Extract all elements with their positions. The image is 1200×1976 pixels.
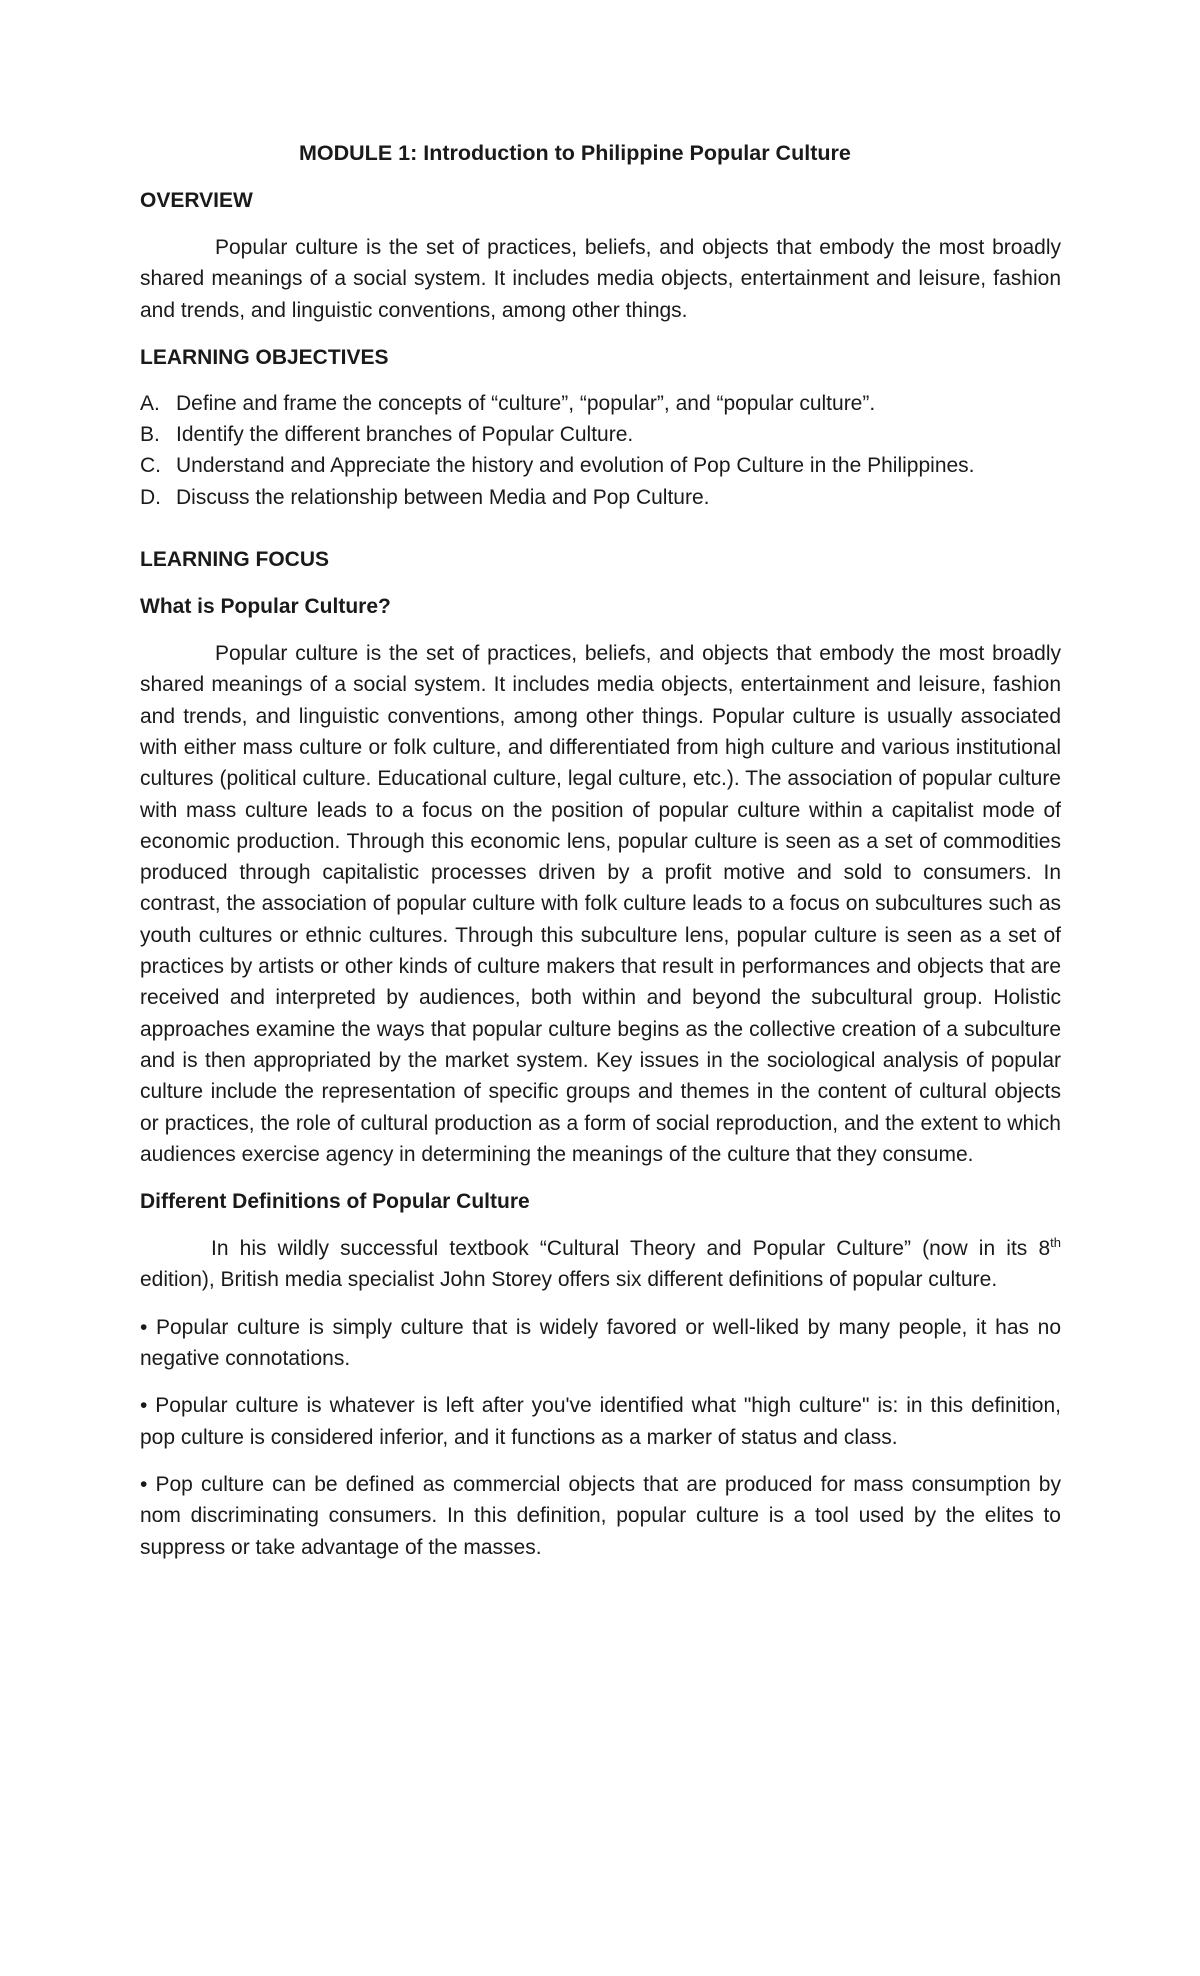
- overview-paragraph: Popular culture is the set of practices, beliefs, and objects that embody the most broadly shared meanings of a social system. It includes media objects, entertainment and leisure, fashion and trends, and linguistic conventions, among other things.: [140, 236, 1061, 322]
- module-title: MODULE 1: Introduction to Philippine Popular Culture: [299, 141, 851, 165]
- objective-item: [140, 388, 1061, 419]
- objective-letter: D.: [140, 485, 161, 509]
- definitions-intro-part1: In his wildly successful textbook “Cultural Theory and Popular Culture” (now in its 8: [211, 1237, 1051, 1261]
- definition-bullet: • Popular culture is whatever is left after you've identified what "high culture" is: in this definition, pop culture is considered inferior, and it functions as a marker of status and class.: [140, 1394, 1061, 1449]
- objective-item: [140, 482, 1061, 513]
- objective-text: Discuss the relationship between Media and Pop Culture.: [176, 485, 710, 509]
- learning-objectives-heading: LEARNING OBJECTIVES: [140, 345, 389, 369]
- definitions-intro-part2: edition), British media specialist John Storey offers six different definitions of popular culture.: [140, 1268, 998, 1292]
- overview-heading: OVERVIEW: [140, 189, 253, 212]
- objective-text: Define and frame the concepts of “culture”, “popular”, and “popular culture”.: [176, 391, 876, 415]
- definitions-heading: Different Definitions of Popular Culture: [140, 1190, 530, 1214]
- definitions-intro-superscript: th: [1050, 1235, 1061, 1251]
- document-page: [140, 138, 1061, 1563]
- objective-item: [140, 419, 1061, 450]
- learning-focus-heading: LEARNING FOCUS: [140, 548, 329, 572]
- objective-letter: B.: [140, 423, 160, 447]
- objective-text: Identify the different branches of Popular Culture.: [176, 423, 634, 447]
- objective-letter: C.: [140, 454, 161, 478]
- objective-letter: A.: [140, 391, 160, 415]
- definition-bullet: • Pop culture can be defined as commercial objects that are produced for mass consumption by nom discriminating consumers. In this definition, popular culture is a tool used by the elites to suppress or take advantage of the masses.: [140, 1472, 1061, 1559]
- learning-focus-paragraph: Popular culture is the set of practices, beliefs, and objects that embody the most broadly shared meanings of a social system. It includes media objects, entertainment and leisure, fashion and trends, and linguistic conventions, among other things. Popular culture is usually associated with either mass culture or folk culture, and differentiated from high culture and various institutional cultures (political culture. Educational culture, legal culture, etc.). The association of popular culture with mass culture leads to a focus on the position of popular culture within a capitalist mode of economic production. Through this economic lens, popular culture is seen as a set of commodities produced through capitalistic processes driven by a profit motive and sold to consumers. In contrast, the association of popular culture with folk culture leads to a focus on subcultures such as youth cultures or ethnic cultures. Through this subculture lens, popular culture is seen as a set of practices by artists or other kinds of culture makers that result in performances and objects that are received and interpreted by audiences, both within and beyond the subcultural group. Holistic approaches examine the ways that popular culture begins as the collective creation of a subculture and is then appropriated by the market system. Key issues in the sociological analysis of popular culture include the representation of specific groups and themes in the content of cultural objects or practices, the role of cultural production as a form of social reproduction, and the extent to which audiences exercise agency in determining the meanings of the culture that they consume.: [140, 642, 1061, 1166]
- definition-bullet: • Popular culture is simply culture that is widely favored or well-liked by many people, it has no negative connotations.: [140, 1315, 1061, 1371]
- definitions-intro-paragraph: [140, 1233, 1061, 1296]
- learning-objectives-list: [140, 388, 1061, 513]
- objective-text: Understand and Appreciate the history and evolution of Pop Culture in the Philippines.: [176, 454, 975, 478]
- objective-item: [140, 450, 1061, 481]
- what-is-popular-culture-subheading: What is Popular Culture?: [140, 595, 391, 619]
